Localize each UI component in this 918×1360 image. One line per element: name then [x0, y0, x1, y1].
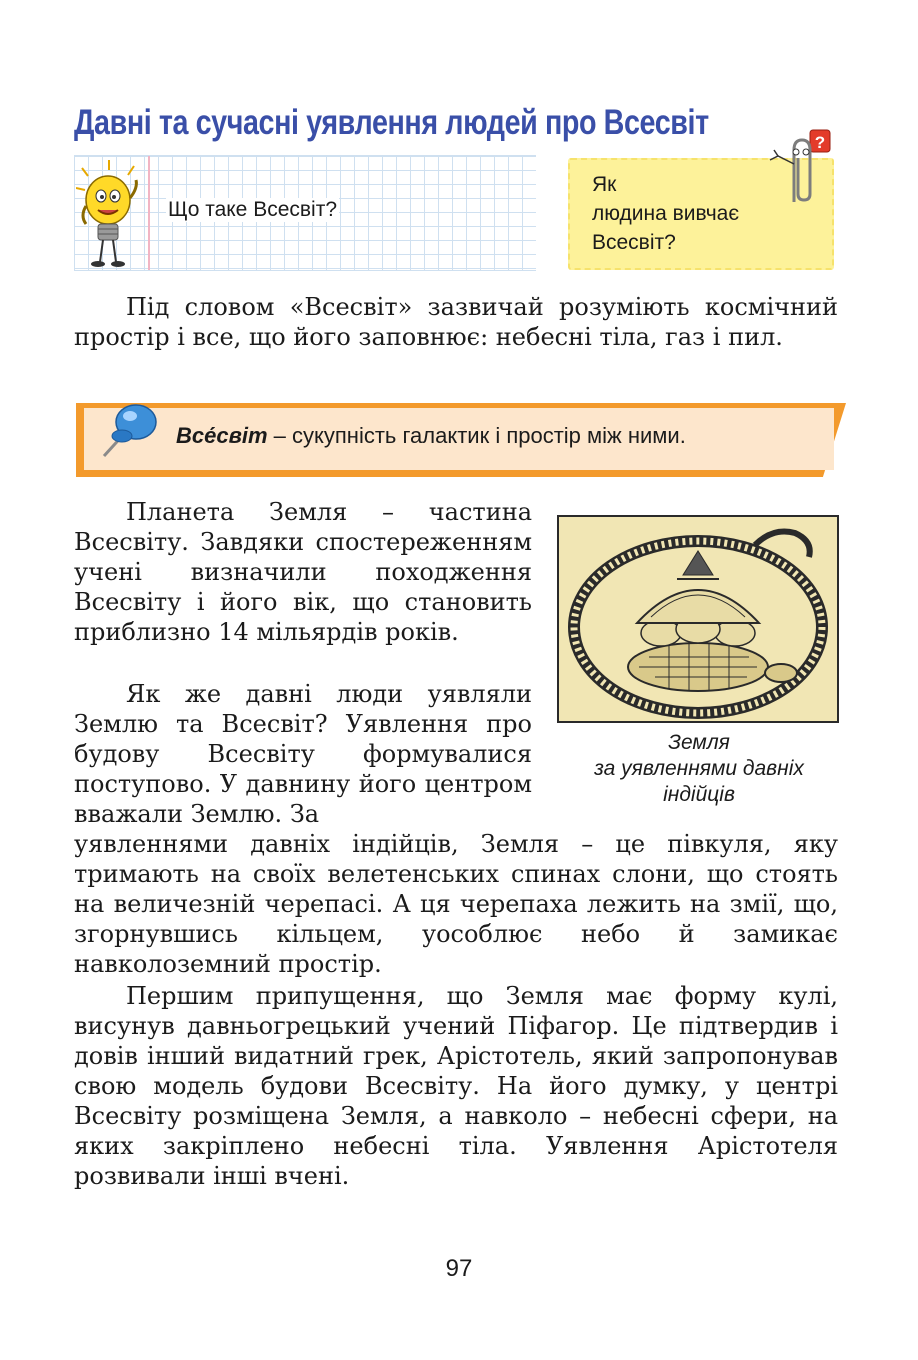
- ancient-views-continuation: уявленнями давніх індійців, Земля – це півкуля, яку тримають на своїх велетенських спинах слони, що стоять на величезній черепасі. А ця черепаха лежить на змії, що, згорнувшись кільцем, уособлює небо й замикає навколоземний простір.: [74, 830, 838, 978]
- pushpin-icon: [96, 396, 164, 462]
- definition-text: [176, 423, 686, 449]
- earth-paragraph: Планета Земля – частина Всесвіту. Завдяки спостереженням учені визначили походження Всесвіту і його вік, що становить приблизно 14 мільярдів років.: [74, 498, 532, 646]
- note-line: Всесвіт?: [592, 231, 676, 254]
- grid-margin-line: [148, 156, 150, 270]
- note-line: Як: [592, 173, 617, 196]
- page-title: Давні та сучасні уявлення людей про Всесвіт: [74, 103, 709, 143]
- turtle-elephants-snake-drawing: [559, 517, 837, 721]
- question-grid-box: [74, 155, 536, 271]
- caption-line: індійців: [663, 783, 735, 806]
- illustration-caption: [549, 730, 849, 808]
- definition-term: Все́світ: [176, 423, 268, 448]
- pythagoras-paragraph: Першим припущення, що Земля має форму кулі, висунув давньогрецький учений Піфагор. Це підтвердив і довів інший видатний грек, Арістотель, який запропонував свою модель будови Всесвіту. На його думку, у центрі Всесвіту розміщена Земля, а навколо – небесні сфери, на яких закріплено небесні тіла. Уявлення Арістотеля розвивали інші вчені.: [74, 982, 838, 1190]
- indian-cosmos-illustration: [557, 515, 839, 723]
- note-line: людина вивчає: [592, 202, 740, 225]
- page-number: 97: [445, 1255, 473, 1282]
- caption-line: за уявленнями давніх: [594, 757, 804, 780]
- intro-paragraph: Під словом «Всесвіт» зазвичай розуміють космічний простір і все, що його заповнює: небесні тіла, газ і пил.: [74, 293, 838, 351]
- definition-body: – сукупність галактик і простір між ними.: [267, 423, 686, 448]
- question-badge: ?: [814, 133, 826, 152]
- lightbulb-mascot-icon: [76, 158, 142, 270]
- caption-line: Земля: [668, 731, 730, 754]
- ancient-views-paragraph: Як же давні люди уявляли Землю та Всесвіт? Уявлення про будову Всесвіту формувалися поступово. У давнину його центром вважали Землю. За: [74, 680, 532, 828]
- paperclip-question-icon: [760, 128, 836, 208]
- question-text: Що таке Всесвіт?: [168, 198, 338, 221]
